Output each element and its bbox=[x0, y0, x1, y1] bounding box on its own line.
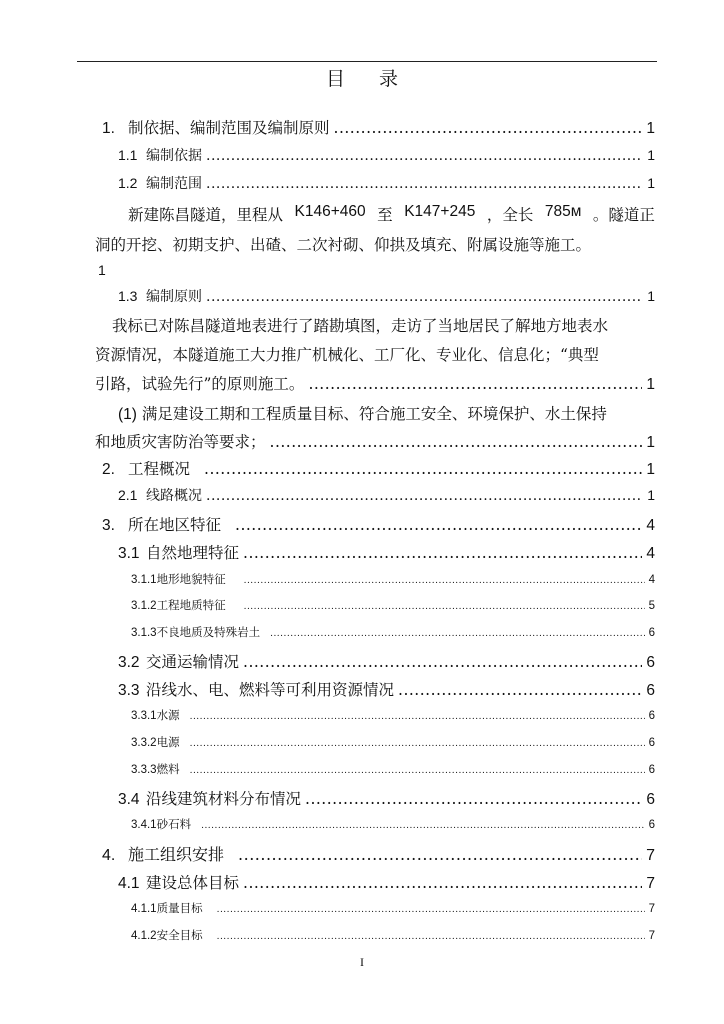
toc-entry-text: 施工组织安排 bbox=[128, 845, 225, 864]
paragraph-number: (1) bbox=[118, 406, 137, 423]
toc-entry-number: 3.4 bbox=[118, 791, 140, 808]
header-rule bbox=[77, 61, 657, 62]
toc-entry-number: 1.3 bbox=[118, 288, 138, 304]
toc-entry-4[interactable] bbox=[102, 842, 655, 865]
toc-entry-2[interactable] bbox=[102, 457, 655, 479]
toc-entry-page: 5 bbox=[648, 600, 655, 612]
toc-entry-1-1[interactable] bbox=[118, 145, 655, 165]
toc-paragraph-line: 我标已对陈昌隧道地表进行了踏勘填图，走访了当地居民了解地方地表水 bbox=[112, 317, 609, 335]
toc-leader-dots bbox=[244, 572, 645, 586]
toc-entry-number: 3.4.1 bbox=[131, 819, 157, 831]
toc-entry-3-2[interactable] bbox=[118, 650, 655, 672]
toc-paragraph-line[interactable] bbox=[95, 430, 655, 452]
toc-entry-page: 7 bbox=[646, 847, 655, 864]
toc-leader-dots bbox=[217, 928, 645, 942]
toc-leader-dots bbox=[244, 598, 645, 612]
toc-entry-page: 1 bbox=[646, 434, 655, 451]
toc-entry-page: 6 bbox=[646, 682, 655, 699]
toc-leader-dots bbox=[235, 516, 642, 534]
toc-entry-number: 1. bbox=[102, 120, 115, 137]
toc-paragraph-page: 1 bbox=[98, 262, 106, 278]
toc-entry-page: 1 bbox=[647, 487, 655, 503]
paragraph-text: 至 bbox=[377, 206, 393, 224]
toc-entry-page: 7 bbox=[646, 875, 655, 892]
toc-entry-number: 3.3 bbox=[118, 682, 140, 699]
toc-entry-text: 自然地理特征 bbox=[146, 544, 240, 562]
toc-entry-3-4-1[interactable] bbox=[131, 816, 655, 832]
toc-paragraph-line: 资源情况，本隧道施工大力推广机械化、工厂化、专业化、信息化；“典型 bbox=[95, 346, 599, 364]
toc-leader-dots bbox=[243, 653, 642, 671]
toc-entry-number: 3.1 bbox=[118, 545, 140, 562]
toc-entry-number: 4.1.2 bbox=[131, 930, 157, 942]
toc-entry-3-3-1[interactable] bbox=[131, 707, 655, 723]
toc-leader-dots bbox=[270, 433, 643, 451]
toc-entry-page: 1 bbox=[647, 288, 655, 304]
toc-entry-page: 6 bbox=[648, 737, 655, 749]
toc-entry-number: 3.1.3 bbox=[131, 627, 157, 639]
toc-entry-3-1-1[interactable] bbox=[131, 571, 655, 587]
toc-entry-number: 2. bbox=[102, 461, 115, 478]
toc-leader-dots bbox=[308, 375, 642, 393]
toc-entry-text: 地形地貌特征 bbox=[156, 572, 226, 586]
paragraph-text: ，全长 bbox=[486, 206, 534, 224]
toc-entry-text: 质量目标 bbox=[156, 901, 203, 915]
toc-entry-4-1-2[interactable] bbox=[131, 927, 655, 943]
toc-entry-page: 4 bbox=[646, 517, 655, 534]
toc-entry-3-1-2[interactable] bbox=[131, 597, 655, 613]
toc-entry-text: 水源 bbox=[156, 708, 180, 722]
toc-paragraph-line[interactable] bbox=[95, 372, 655, 394]
toc-entry-page: 1 bbox=[646, 120, 655, 137]
toc-paragraph-line: 洞的开挖、初期支护、出碴、二次衬砌、仰拱及填充、附属设施等施工。 bbox=[95, 236, 592, 254]
paragraph-text: 。隧道正 bbox=[592, 206, 655, 224]
toc-entry-text: 制依据、编制范围及编制原则 bbox=[128, 119, 330, 137]
toc-entry-2-1[interactable] bbox=[118, 485, 655, 505]
toc-entry-page: 1 bbox=[647, 175, 655, 191]
paragraph-text: 新建陈昌隧道，里程从 bbox=[128, 206, 284, 224]
toc-leader-dots bbox=[305, 790, 642, 808]
toc-entry-page: 6 bbox=[648, 819, 655, 831]
toc-entry-page: 7 bbox=[648, 903, 655, 915]
toc-entry-number: 1.1 bbox=[118, 147, 138, 163]
toc-entry-page: 6 bbox=[648, 764, 655, 776]
footer-page-number: I bbox=[360, 955, 364, 969]
toc-entry-number: 3.1.1 bbox=[131, 574, 157, 586]
paragraph-text: 785м bbox=[544, 203, 582, 220]
toc-leader-dots bbox=[270, 625, 645, 639]
toc-leader-dots bbox=[190, 735, 645, 749]
toc-entry-text: 编制依据 bbox=[146, 148, 202, 164]
paragraph-text: K146+460 bbox=[294, 203, 366, 220]
toc-paragraph-line bbox=[118, 402, 607, 424]
toc-entry-text: 砂石料 bbox=[156, 817, 192, 831]
paragraph-text: K147+245 bbox=[404, 203, 476, 220]
toc-title: 目 录 bbox=[325, 68, 413, 90]
toc-entry-3-3[interactable] bbox=[118, 678, 655, 700]
toc-entry-1-3[interactable] bbox=[118, 286, 655, 306]
toc-entry-text: 编制范围 bbox=[146, 176, 202, 192]
toc-entry-number: 3. bbox=[102, 517, 115, 534]
toc-entry-text: 沿线建筑材料分布情况 bbox=[146, 790, 302, 808]
toc-entry-3[interactable] bbox=[102, 513, 655, 535]
toc-entry-text: 编制原则 bbox=[146, 289, 202, 305]
toc-entry-text: 电源 bbox=[156, 735, 180, 749]
toc-entry-page: 6 bbox=[648, 627, 655, 639]
toc-leader-dots bbox=[206, 488, 643, 504]
toc-entry-4-1-1[interactable] bbox=[131, 900, 655, 916]
toc-entry-page: 1 bbox=[646, 461, 655, 478]
paragraph-text: 满足建设工期和工程质量目标、符合施工安全、环境保护、水土保持 bbox=[141, 405, 607, 423]
toc-entry-number: 3.2 bbox=[118, 654, 140, 671]
paragraph-text: 和地质灾害防治等要求； bbox=[95, 433, 266, 451]
toc-leader-dots bbox=[217, 901, 645, 915]
toc-entry-number: 3.1.2 bbox=[131, 600, 157, 612]
toc-entry-page: 6 bbox=[646, 791, 655, 808]
toc-leader-dots bbox=[206, 148, 643, 164]
toc-leader-dots bbox=[206, 289, 643, 305]
toc-leader-dots bbox=[238, 845, 642, 864]
toc-entry-page: 1 bbox=[646, 376, 655, 393]
toc-leader-dots bbox=[243, 544, 642, 562]
toc-entry-page: 6 bbox=[646, 654, 655, 671]
toc-entry-number: 3.3.2 bbox=[131, 737, 157, 749]
toc-entry-3-1-3[interactable] bbox=[131, 624, 655, 640]
toc-entry-3-4[interactable] bbox=[118, 787, 655, 809]
toc-entry-1-2[interactable] bbox=[118, 173, 655, 193]
toc-leader-dots bbox=[190, 762, 645, 776]
toc-entry-page: 1 bbox=[647, 147, 655, 163]
toc-entry-text: 安全目标 bbox=[156, 928, 203, 942]
paragraph-text: 引路，试验先行”的原则施工。 bbox=[95, 375, 305, 393]
toc-entry-number: 2.1 bbox=[118, 487, 138, 503]
toc-leader-dots bbox=[398, 681, 642, 699]
toc-entry-text: 交通运输情况 bbox=[146, 653, 240, 671]
toc-leader-dots bbox=[201, 817, 645, 831]
toc-entry-number: 4.1 bbox=[118, 875, 140, 892]
toc-entry-text: 线路概况 bbox=[146, 488, 202, 504]
toc-entry-number: 4. bbox=[102, 847, 116, 864]
toc-leader-dots bbox=[204, 460, 642, 478]
toc-entry-text: 燃料 bbox=[156, 762, 180, 776]
toc-entry-number: 3.3.1 bbox=[131, 710, 157, 722]
toc-entry-text: 工程地质特征 bbox=[156, 598, 226, 612]
toc-entry-number: 1.2 bbox=[118, 175, 138, 191]
toc-entry-number: 4.1.1 bbox=[131, 903, 157, 915]
toc-entry-text: 建设总体目标 bbox=[146, 874, 240, 892]
toc-entry-text: 不良地质及特殊岩土 bbox=[156, 625, 261, 639]
toc-entry-text: 沿线水、电、燃料等可利用资源情况 bbox=[146, 681, 395, 699]
toc-entry-page: 4 bbox=[646, 545, 655, 562]
toc-entry-page: 4 bbox=[648, 574, 655, 586]
toc-entry-number: 3.3.3 bbox=[131, 764, 157, 776]
toc-entry-text: 工程概况 bbox=[128, 460, 191, 478]
toc-entry-page: 7 bbox=[648, 930, 655, 942]
toc-entry-text: 所在地区特征 bbox=[128, 516, 222, 534]
toc-leader-dots bbox=[243, 874, 642, 892]
toc-entry-1[interactable] bbox=[102, 116, 655, 138]
toc-entry-page: 6 bbox=[648, 710, 655, 722]
toc-leader-dots bbox=[334, 119, 643, 137]
toc-entry-3-1[interactable] bbox=[118, 541, 655, 563]
toc-leader-dots bbox=[190, 708, 645, 722]
toc-entry-3-3-3[interactable] bbox=[131, 761, 655, 777]
toc-paragraph-line bbox=[128, 203, 655, 225]
toc-entry-4-1[interactable] bbox=[118, 871, 655, 893]
toc-leader-dots bbox=[206, 176, 643, 192]
toc-entry-3-3-2[interactable] bbox=[131, 734, 655, 750]
